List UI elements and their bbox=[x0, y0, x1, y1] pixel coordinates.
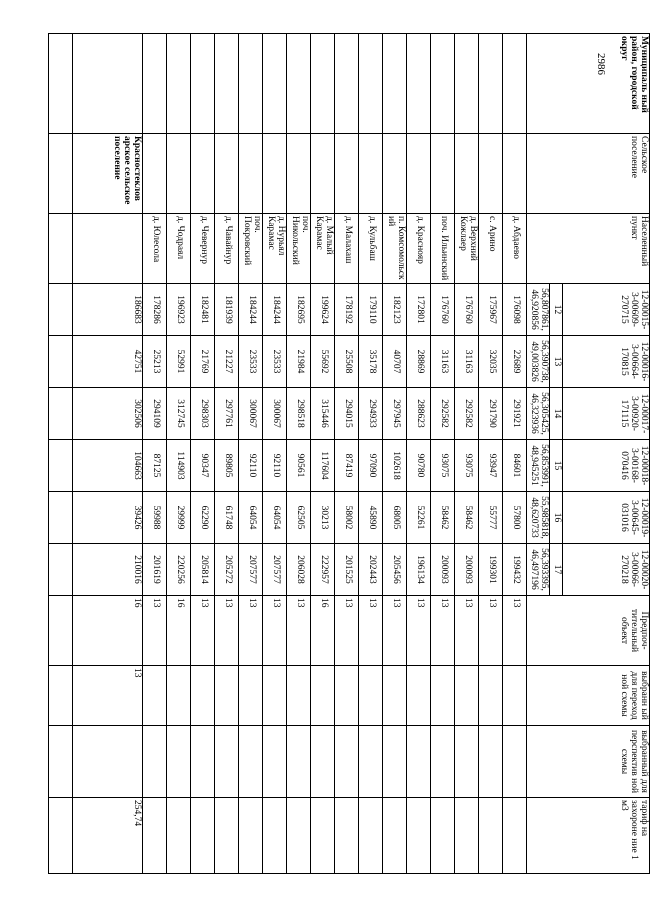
chosen-transition-cell bbox=[479, 666, 503, 726]
chosen-transition-cell bbox=[191, 666, 215, 726]
distance-table bbox=[48, 33, 650, 874]
municipal-cell bbox=[455, 34, 479, 134]
value-cell: 29999 bbox=[167, 492, 191, 544]
value-cell: 68005 bbox=[383, 492, 407, 544]
value-cell: 297761 bbox=[215, 388, 239, 440]
locality-cell: п. Комсомольск ий bbox=[383, 214, 407, 284]
value-cell: 206028 bbox=[287, 544, 311, 596]
proposed-cell: 13 bbox=[455, 596, 479, 666]
column-number: 16 bbox=[550, 492, 563, 544]
value-cell: 40707 bbox=[383, 336, 407, 388]
value-cell: 45890 bbox=[359, 492, 383, 544]
tariff-cell: 254,74 bbox=[73, 798, 143, 874]
value-cell: 175967 bbox=[479, 284, 503, 336]
value-cell: 21769 bbox=[191, 336, 215, 388]
municipal-cell bbox=[335, 34, 359, 134]
settlement-cell bbox=[455, 134, 479, 214]
value-cell: 102618 bbox=[383, 440, 407, 492]
value-cell: 294933 bbox=[359, 388, 383, 440]
header-tile-id: 12-00016-3-00664-170815 bbox=[563, 336, 650, 388]
header-chosen-prospective: выбранный для перспектив ной схемы bbox=[527, 726, 650, 798]
tariff-cell bbox=[335, 798, 359, 874]
value-cell: 302506 bbox=[73, 388, 143, 440]
value-cell: 28869 bbox=[407, 336, 431, 388]
chosen-prospective-cell bbox=[503, 726, 527, 798]
column-number: 14 bbox=[550, 388, 563, 440]
locality-cell: поч. Покровский bbox=[239, 214, 263, 284]
header-tile-id: 12-00019-3-00645-031016 bbox=[563, 492, 650, 544]
value-cell: 176098 bbox=[503, 284, 527, 336]
value-cell: 31163 bbox=[431, 336, 455, 388]
table-row bbox=[49, 34, 73, 874]
value-cell: 30213 bbox=[311, 492, 335, 544]
value-cell: 205456 bbox=[383, 544, 407, 596]
settlement-cell bbox=[287, 134, 311, 214]
locality-cell: д. Юлесола bbox=[143, 214, 167, 284]
chosen-transition-cell bbox=[263, 666, 287, 726]
value-cell: 22689 bbox=[503, 336, 527, 388]
municipal-cell bbox=[359, 34, 383, 134]
coordinates-cell: 56,807861, 46,920856 bbox=[527, 284, 550, 336]
chosen-prospective-cell bbox=[167, 726, 191, 798]
locality-cell: д. Краснояр bbox=[407, 214, 431, 284]
empty-cell bbox=[49, 440, 73, 492]
municipal-cell bbox=[215, 34, 239, 134]
value-cell: 25213 bbox=[143, 336, 167, 388]
header-locality: Населенный пункт bbox=[527, 214, 650, 284]
chosen-prospective-cell bbox=[143, 726, 167, 798]
chosen-prospective-cell bbox=[311, 726, 335, 798]
value-cell: 294109 bbox=[143, 388, 167, 440]
value-cell: 55692 bbox=[311, 336, 335, 388]
locality-cell: поч. Никольский bbox=[287, 214, 311, 284]
value-cell: 300067 bbox=[239, 388, 263, 440]
column-number: 13 bbox=[550, 336, 563, 388]
value-cell: 179110 bbox=[359, 284, 383, 336]
value-cell: 207577 bbox=[239, 544, 263, 596]
value-cell: 92110 bbox=[239, 440, 263, 492]
value-cell: 199432 bbox=[503, 544, 527, 596]
chosen-prospective-cell bbox=[239, 726, 263, 798]
settlement-cell bbox=[431, 134, 455, 214]
chosen-transition-cell bbox=[311, 666, 335, 726]
value-cell: 184244 bbox=[239, 284, 263, 336]
empty-cell bbox=[49, 336, 73, 388]
header-settlement: Сельское поселение bbox=[527, 134, 650, 214]
column-number: 15 bbox=[550, 440, 563, 492]
chosen-prospective-cell bbox=[191, 726, 215, 798]
value-cell: 93075 bbox=[431, 440, 455, 492]
chosen-prospective-cell bbox=[383, 726, 407, 798]
locality-cell: д. Нурьял Карамас bbox=[263, 214, 287, 284]
value-cell: 292582 bbox=[455, 388, 479, 440]
coordinates-cell: 56,305425, 46,323936 bbox=[527, 388, 550, 440]
municipal-cell bbox=[263, 34, 287, 134]
tariff-cell bbox=[263, 798, 287, 874]
proposed-cell: 13 bbox=[431, 596, 455, 666]
table-row bbox=[407, 34, 431, 874]
header-municipal: Муниципаль ный район, городской округ bbox=[527, 34, 650, 134]
locality-cell: д. Верхний Кожлаер bbox=[455, 214, 479, 284]
value-cell: 200093 bbox=[431, 544, 455, 596]
value-cell: 207577 bbox=[263, 544, 287, 596]
proposed-cell: 13 bbox=[383, 596, 407, 666]
value-cell: 312745 bbox=[167, 388, 191, 440]
value-cell: 184244 bbox=[263, 284, 287, 336]
chosen-transition-cell bbox=[287, 666, 311, 726]
tariff-cell bbox=[287, 798, 311, 874]
header-proposed: Предпоч-тительный объект bbox=[527, 596, 650, 666]
table-row bbox=[311, 34, 335, 874]
value-cell: 186683 bbox=[73, 284, 143, 336]
value-cell: 196923 bbox=[167, 284, 191, 336]
chosen-prospective-cell bbox=[287, 726, 311, 798]
header-tile-id: 12-00017-3-00920-171115 bbox=[563, 388, 650, 440]
empty-cell bbox=[49, 544, 73, 596]
value-cell: 315446 bbox=[311, 388, 335, 440]
settlement-cell bbox=[239, 134, 263, 214]
value-cell: 35178 bbox=[359, 336, 383, 388]
value-cell: 181939 bbox=[215, 284, 239, 336]
tariff-cell bbox=[191, 798, 215, 874]
settlement-cell bbox=[143, 134, 167, 214]
locality-cell: д. Малый Карамас bbox=[311, 214, 335, 284]
empty-cell bbox=[49, 388, 73, 440]
empty-cell bbox=[49, 284, 73, 336]
value-cell: 201525 bbox=[335, 544, 359, 596]
empty-cell bbox=[49, 726, 73, 798]
tariff-cell bbox=[503, 798, 527, 874]
tariff-cell bbox=[359, 798, 383, 874]
table-row bbox=[191, 34, 215, 874]
empty-cell bbox=[49, 666, 73, 726]
chosen-transition-cell bbox=[167, 666, 191, 726]
value-cell: 92110 bbox=[263, 440, 287, 492]
value-cell: 205814 bbox=[191, 544, 215, 596]
value-cell: 182123 bbox=[383, 284, 407, 336]
value-cell: 23533 bbox=[239, 336, 263, 388]
chosen-prospective-cell bbox=[455, 726, 479, 798]
table-row bbox=[335, 34, 359, 874]
value-cell: 294015 bbox=[335, 388, 359, 440]
settlement-cell bbox=[383, 134, 407, 214]
settlement-cell bbox=[263, 134, 287, 214]
municipal-cell bbox=[73, 34, 143, 134]
value-cell: 199301 bbox=[479, 544, 503, 596]
value-cell: 59988 bbox=[143, 492, 167, 544]
value-cell: 222957 bbox=[311, 544, 335, 596]
chosen-transition-cell bbox=[455, 666, 479, 726]
value-cell: 178192 bbox=[335, 284, 359, 336]
empty-cell bbox=[49, 214, 73, 284]
chosen-prospective-cell bbox=[215, 726, 239, 798]
table-row bbox=[263, 34, 287, 874]
tariff-cell bbox=[215, 798, 239, 874]
value-cell: 178286 bbox=[143, 284, 167, 336]
chosen-transition-cell bbox=[383, 666, 407, 726]
value-cell: 297945 bbox=[383, 388, 407, 440]
coordinates-cell: 56,853991, 48,945251 bbox=[527, 440, 550, 492]
rotated-table-container bbox=[100, 33, 650, 860]
value-cell: 300067 bbox=[263, 388, 287, 440]
locality-cell: д. Кульбаш bbox=[359, 214, 383, 284]
proposed-cell: 13 bbox=[191, 596, 215, 666]
tariff-cell bbox=[431, 798, 455, 874]
value-cell: 62290 bbox=[191, 492, 215, 544]
header-tile-id: 12-00015-3-00609-270715 bbox=[563, 284, 650, 336]
proposed-cell: 13 bbox=[287, 596, 311, 666]
value-cell: 90347 bbox=[191, 440, 215, 492]
locality-cell: д. Чодраял bbox=[167, 214, 191, 284]
table-row bbox=[167, 34, 191, 874]
tariff-cell bbox=[383, 798, 407, 874]
value-cell: 117604 bbox=[311, 440, 335, 492]
page-number: 2986 bbox=[595, 53, 607, 75]
coordinates-cell: 56,393395, 46,497196 bbox=[527, 544, 550, 596]
chosen-transition-cell bbox=[335, 666, 359, 726]
locality-cell bbox=[73, 214, 143, 284]
settlement-cell bbox=[191, 134, 215, 214]
value-cell: 292582 bbox=[431, 388, 455, 440]
value-cell: 210016 bbox=[73, 544, 143, 596]
header-tariff: тариф на захороне ние 1 м3 bbox=[527, 798, 650, 874]
settlement-cell bbox=[407, 134, 431, 214]
coordinates-cell: 56,390738, 49,003826 bbox=[527, 336, 550, 388]
municipal-cell bbox=[479, 34, 503, 134]
header-chosen-transition: выбранн ый для переход ной схемы bbox=[527, 666, 650, 726]
tariff-cell bbox=[311, 798, 335, 874]
empty-cell bbox=[49, 596, 73, 666]
coordinates-cell: 55,985818, 48,620733 bbox=[527, 492, 550, 544]
value-cell: 61748 bbox=[215, 492, 239, 544]
locality-cell: поч. Ильинский bbox=[431, 214, 455, 284]
value-cell: 176760 bbox=[431, 284, 455, 336]
proposed-cell: 13 bbox=[479, 596, 503, 666]
value-cell: 64054 bbox=[239, 492, 263, 544]
value-cell: 87125 bbox=[143, 440, 167, 492]
tariff-cell bbox=[407, 798, 431, 874]
value-cell: 196134 bbox=[407, 544, 431, 596]
value-cell: 23533 bbox=[263, 336, 287, 388]
value-cell: 114903 bbox=[167, 440, 191, 492]
settlement-cell bbox=[215, 134, 239, 214]
proposed-cell: 13 bbox=[239, 596, 263, 666]
municipal-cell bbox=[191, 34, 215, 134]
header-tile-id: 12-00018-3-00168-070416 bbox=[563, 440, 650, 492]
value-cell: 172801 bbox=[407, 284, 431, 336]
value-cell: 58462 bbox=[431, 492, 455, 544]
value-cell: 84601 bbox=[503, 440, 527, 492]
header-tile-id: 12-00020-3-00066-270218 bbox=[563, 544, 650, 596]
value-cell: 176760 bbox=[455, 284, 479, 336]
locality-cell: д. Чавайнур bbox=[215, 214, 239, 284]
proposed-cell: 13 bbox=[407, 596, 431, 666]
settlement-cell bbox=[359, 134, 383, 214]
value-cell: 291921 bbox=[503, 388, 527, 440]
table-row bbox=[287, 34, 311, 874]
total-settlement-cell: Красностеклов арское сельское поселение bbox=[73, 134, 143, 214]
proposed-cell: 13 bbox=[263, 596, 287, 666]
locality-cell: д. Абдаево bbox=[503, 214, 527, 284]
value-cell: 42751 bbox=[73, 336, 143, 388]
settlement-cell bbox=[335, 134, 359, 214]
municipal-cell bbox=[503, 34, 527, 134]
value-cell: 31163 bbox=[455, 336, 479, 388]
chosen-prospective-cell bbox=[407, 726, 431, 798]
tariff-cell bbox=[479, 798, 503, 874]
settlement-cell bbox=[311, 134, 335, 214]
value-cell: 291790 bbox=[479, 388, 503, 440]
value-cell: 21227 bbox=[215, 336, 239, 388]
proposed-cell: 13 bbox=[143, 596, 167, 666]
value-cell: 90780 bbox=[407, 440, 431, 492]
value-cell: 57800 bbox=[503, 492, 527, 544]
chosen-transition-cell bbox=[143, 666, 167, 726]
column-number: 12 bbox=[550, 284, 563, 336]
municipal-cell bbox=[167, 34, 191, 134]
value-cell: 182481 bbox=[191, 284, 215, 336]
locality-cell: с. Арино bbox=[479, 214, 503, 284]
municipal-cell bbox=[287, 34, 311, 134]
value-cell: 200093 bbox=[455, 544, 479, 596]
table-row bbox=[215, 34, 239, 874]
settlement-cell bbox=[479, 134, 503, 214]
value-cell: 62505 bbox=[287, 492, 311, 544]
chosen-transition-cell bbox=[215, 666, 239, 726]
value-cell: 52991 bbox=[167, 336, 191, 388]
proposed-cell: 13 bbox=[359, 596, 383, 666]
chosen-transition-cell bbox=[431, 666, 455, 726]
value-cell: 55777 bbox=[479, 492, 503, 544]
municipal-cell bbox=[431, 34, 455, 134]
empty-cell bbox=[49, 134, 73, 214]
empty-cell bbox=[49, 492, 73, 544]
empty-cell bbox=[49, 34, 73, 134]
municipal-cell bbox=[311, 34, 335, 134]
chosen-transition-cell bbox=[503, 666, 527, 726]
table-row bbox=[143, 34, 167, 874]
total-row bbox=[73, 34, 143, 874]
proposed-cell: 13 bbox=[215, 596, 239, 666]
header-row bbox=[563, 34, 650, 874]
value-cell: 104663 bbox=[73, 440, 143, 492]
table-row bbox=[383, 34, 407, 874]
value-cell: 199624 bbox=[311, 284, 335, 336]
value-cell: 89805 bbox=[215, 440, 239, 492]
chosen-transition-cell bbox=[239, 666, 263, 726]
municipal-cell bbox=[143, 34, 167, 134]
municipal-cell bbox=[407, 34, 431, 134]
value-cell: 64054 bbox=[263, 492, 287, 544]
value-cell: 205272 bbox=[215, 544, 239, 596]
value-cell: 58462 bbox=[455, 492, 479, 544]
value-cell: 298518 bbox=[287, 388, 311, 440]
chosen-transition-cell bbox=[359, 666, 383, 726]
table-row bbox=[479, 34, 503, 874]
value-cell: 201619 bbox=[143, 544, 167, 596]
value-cell: 90561 bbox=[287, 440, 311, 492]
value-cell: 288623 bbox=[407, 388, 431, 440]
chosen-prospective-cell bbox=[479, 726, 503, 798]
proposed-cell: 16 bbox=[73, 596, 143, 666]
chosen-prospective-cell bbox=[359, 726, 383, 798]
table-row bbox=[455, 34, 479, 874]
chosen-prospective-cell bbox=[263, 726, 287, 798]
value-cell: 32035 bbox=[479, 336, 503, 388]
value-cell: 93947 bbox=[479, 440, 503, 492]
chosen-transition-cell bbox=[407, 666, 431, 726]
empty-cell bbox=[49, 798, 73, 874]
value-cell: 58002 bbox=[335, 492, 359, 544]
value-cell: 97090 bbox=[359, 440, 383, 492]
value-cell: 21984 bbox=[287, 336, 311, 388]
value-cell: 202443 bbox=[359, 544, 383, 596]
value-cell: 87419 bbox=[335, 440, 359, 492]
value-cell: 298303 bbox=[191, 388, 215, 440]
value-cell: 39426 bbox=[73, 492, 143, 544]
proposed-cell: 13 bbox=[335, 596, 359, 666]
value-cell: 93075 bbox=[455, 440, 479, 492]
value-cell: 182695 bbox=[287, 284, 311, 336]
table-row bbox=[359, 34, 383, 874]
tariff-cell bbox=[167, 798, 191, 874]
tariff-cell bbox=[455, 798, 479, 874]
chosen-transition-cell: 13 bbox=[73, 666, 143, 726]
proposed-cell: 16 bbox=[311, 596, 335, 666]
table-row bbox=[239, 34, 263, 874]
chosen-prospective-cell bbox=[431, 726, 455, 798]
value-cell: 25508 bbox=[335, 336, 359, 388]
locality-cell: д. Малахаш bbox=[335, 214, 359, 284]
settlement-cell bbox=[503, 134, 527, 214]
chosen-prospective-cell bbox=[73, 726, 143, 798]
proposed-cell: 16 bbox=[167, 596, 191, 666]
chosen-prospective-cell bbox=[335, 726, 359, 798]
tariff-cell bbox=[239, 798, 263, 874]
settlement-cell bbox=[167, 134, 191, 214]
column-number: 17 bbox=[550, 544, 563, 596]
proposed-cell: 13 bbox=[503, 596, 527, 666]
locality-cell: д. Чевернур bbox=[191, 214, 215, 284]
municipal-cell bbox=[383, 34, 407, 134]
table-row bbox=[431, 34, 455, 874]
value-cell: 220256 bbox=[167, 544, 191, 596]
municipal-cell bbox=[239, 34, 263, 134]
value-cell: 52261 bbox=[407, 492, 431, 544]
tariff-cell bbox=[143, 798, 167, 874]
table-row bbox=[503, 34, 527, 874]
